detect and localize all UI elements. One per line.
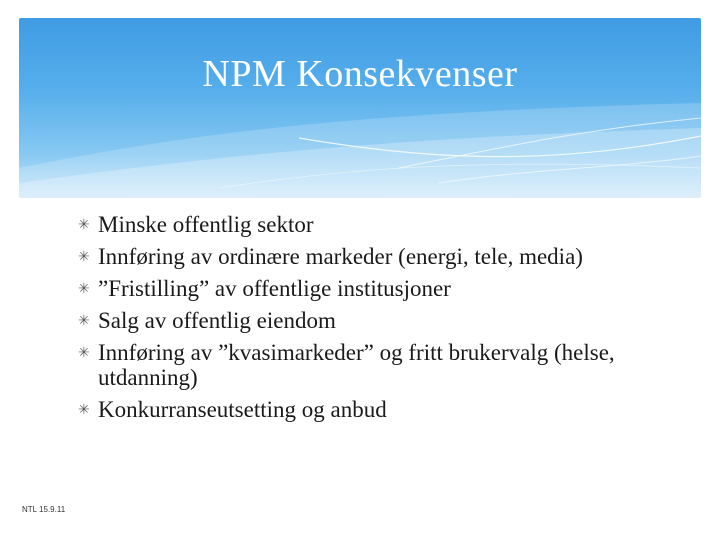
asterisk-icon: ✳ xyxy=(78,402,90,418)
bullet-text: Konkurranseutsetting og anbud xyxy=(98,397,387,422)
list-item xyxy=(78,212,678,237)
bullet-list xyxy=(78,212,678,429)
bullet-text: Innføring av ordinære markeder (energi, tele, media) xyxy=(98,244,583,269)
list-item xyxy=(78,397,678,422)
bullet-text: Minske offentlig sektor xyxy=(98,212,314,237)
asterisk-icon: ✳ xyxy=(78,345,90,361)
header-banner xyxy=(19,18,701,198)
asterisk-icon: ✳ xyxy=(78,313,90,329)
wave-decoration xyxy=(19,18,701,198)
footer-date: NTL 15.9.11 xyxy=(22,505,66,514)
asterisk-icon: ✳ xyxy=(78,249,90,265)
list-item xyxy=(78,308,678,333)
list-item xyxy=(78,244,678,269)
asterisk-icon: ✳ xyxy=(78,281,90,297)
list-item xyxy=(78,340,678,390)
bullet-text: Salg av offentlig eiendom xyxy=(98,308,336,333)
list-item xyxy=(78,276,678,301)
bullet-text: ”Fristilling” av offentlige institusjoner xyxy=(98,276,451,301)
bullet-text: Innføring av ”kvasimarkeder” og fritt brukervalg (helse, utdanning) xyxy=(98,340,615,390)
slide-title: NPM Konsekvenser xyxy=(202,53,518,95)
asterisk-icon: ✳ xyxy=(78,217,90,233)
